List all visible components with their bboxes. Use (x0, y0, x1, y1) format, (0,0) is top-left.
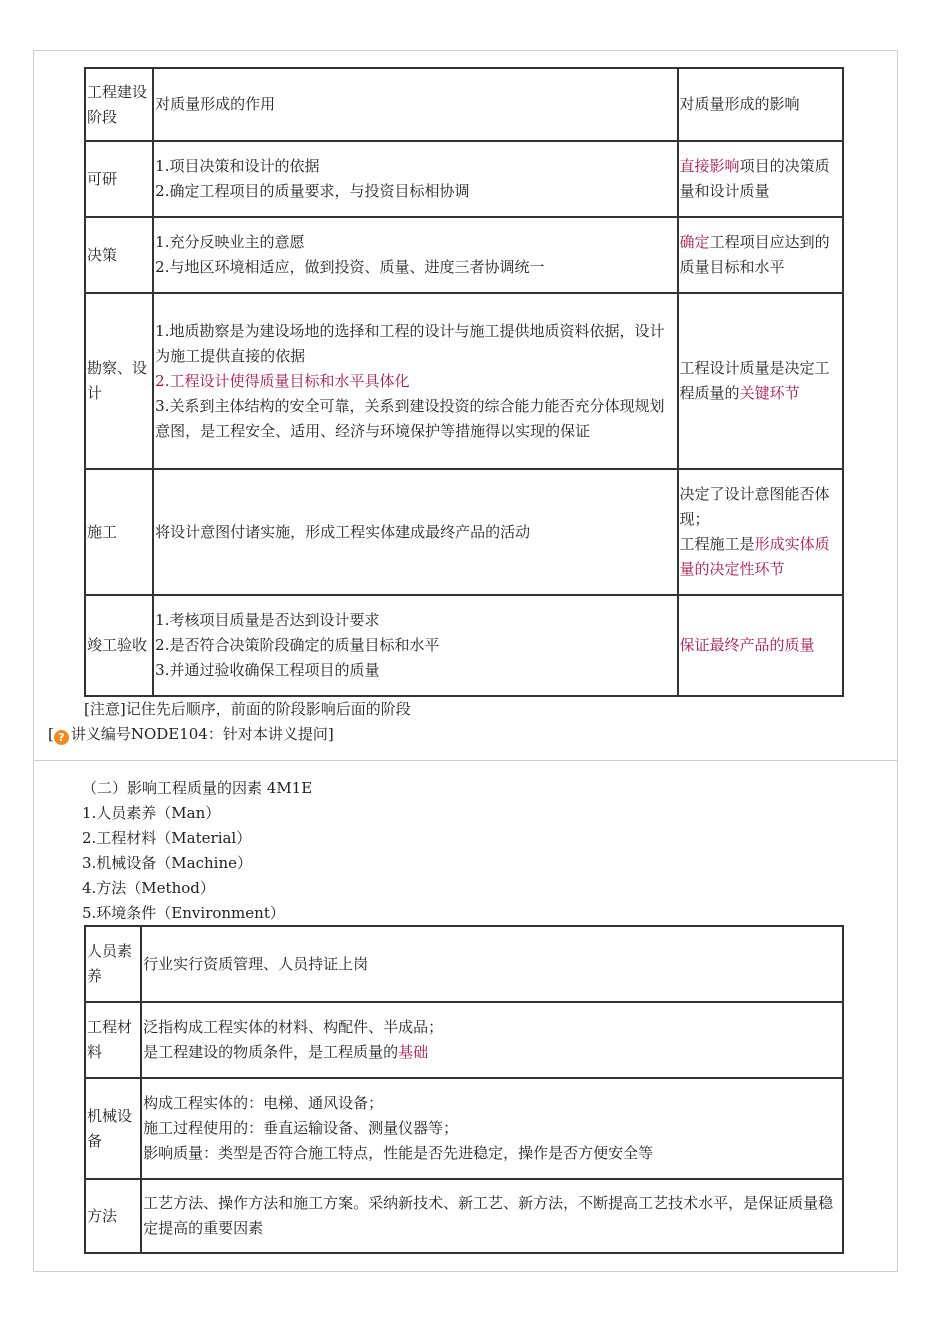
factor-desc-cell: 工艺方法、操作方法和施工方案。采纳新技术、新工艺、新方法，不断提高工艺技术水平，是保证质量稳定提高的重要因素 (141, 1179, 843, 1253)
list-item: 2.工程材料（Material） (82, 829, 252, 847)
impact-cell (678, 217, 843, 293)
role-line: 2.与地区环境相适应，做到投资、质量、进度三者协调统一 (155, 258, 545, 276)
impact-emphasis: 关键环节 (739, 384, 800, 402)
stage-quality-table (84, 67, 844, 697)
impact-text: 工程项目应达到的质量目标和水平 (679, 233, 830, 276)
impact-emphasis: 直接影响 (679, 157, 740, 175)
table-row (85, 293, 843, 469)
role-cell (153, 141, 677, 217)
factor-table (84, 925, 844, 1254)
impact-emphasis: 确定 (679, 233, 710, 251)
link-prefix: [ (48, 725, 54, 743)
impact-cell (678, 469, 843, 595)
role-line: 3.并通过验收确保工程项目的质量 (155, 661, 380, 679)
stage-cell: 施工 (85, 469, 153, 595)
impact-cell (678, 595, 843, 696)
desc-line: 施工过程使用的：垂直运输设备、测量仪器等； (143, 1119, 459, 1137)
role-line: 1.项目决策和设计的依据 (155, 157, 320, 175)
header-impact: 对质量形成的影响 (678, 68, 843, 141)
lecture-question-link[interactable] (48, 722, 334, 747)
impact-cell (678, 141, 843, 217)
list-item: 1.人员素养（Man） (82, 804, 221, 822)
factor-cell: 工程材料 (85, 1002, 141, 1078)
list-item: 5.环境条件（Environment） (82, 904, 285, 922)
role-line: 1.地质勘察是为建设场地的选择和工程的设计与施工提供地质资料依据，设计为施工提供直接的依据 (155, 321, 665, 365)
role-line: 1.充分反映业主的意愿 (155, 233, 305, 251)
desc-emphasis: 基础 (398, 1043, 429, 1061)
table-header-row (85, 68, 843, 141)
table-row (85, 217, 843, 293)
note-text: [注意]记住先后顺序，前面的阶段影响后面的阶段 (84, 700, 411, 718)
role-line-emphasis: 2.工程设计使得质量目标和水平具体化 (155, 371, 410, 390)
role-line: 3.关系到主体结构的安全可靠，关系到建设投资的综合能力能否充分体现规划意图，是工程安全、适用、经济与环境保护等措施得以实现的保证 (155, 396, 665, 440)
lecture-panel-1 (33, 50, 898, 761)
section-heading: （二）影响工程质量的因素 4M1E (82, 779, 313, 797)
impact-emphasis: 保证最终产品的质量 (679, 636, 815, 654)
desc-line: 构成工程实体的：电梯、通风设备； (143, 1094, 384, 1112)
factor-cell: 机械设备 (85, 1078, 141, 1179)
impact-text: 项目的决策质量和设计质量 (679, 157, 830, 200)
header-stage: 工程建设阶段 (85, 68, 153, 141)
role-cell: 将设计意图付诸实施，形成工程实体建成最终产品的活动 (153, 469, 677, 595)
role-line: 2.是否符合决策阶段确定的质量目标和水平 (155, 636, 440, 654)
stage-cell: 可研 (85, 141, 153, 217)
table-row (85, 1179, 843, 1253)
table-row (85, 141, 843, 217)
table-row (85, 1002, 843, 1078)
impact-cell (678, 293, 843, 469)
lecture-panel-2 (33, 760, 898, 1272)
stage-cell: 竣工验收 (85, 595, 153, 696)
stage-cell: 勘察、设计 (85, 293, 153, 469)
link-text[interactable]: 讲义编号NODE104：针对本讲义提问] (70, 725, 334, 743)
list-item: 3.机械设备（Machine） (82, 854, 253, 872)
factor-cell: 方法 (85, 1179, 141, 1253)
role-cell (153, 293, 677, 469)
table-row (85, 926, 843, 1002)
stage-cell: 决策 (85, 217, 153, 293)
list-item: 4.方法（Method） (82, 879, 215, 897)
header-role: 对质量形成的作用 (153, 68, 677, 141)
impact-text: 工程施工是 (679, 535, 755, 553)
role-line: 1.考核项目质量是否达到设计要求 (155, 611, 380, 629)
desc-line: 泛指构成工程实体的材料、构配件、半成品； (143, 1018, 444, 1036)
factor-cell: 人员素养 (85, 926, 141, 1002)
role-line: 2.确定工程项目的质量要求，与投资目标相协调 (155, 182, 470, 200)
role-cell (153, 595, 677, 696)
impact-text: 工程设计质量是决定工程质量的 (679, 359, 830, 402)
desc-line: 影响质量：类型是否符合施工特点，性能是否先进稳定，操作是否方便安全等 (143, 1144, 654, 1162)
desc-line: 是工程建设的物质条件，是工程质量的 (143, 1043, 399, 1061)
table-row (85, 1078, 843, 1179)
impact-text: 决定了设计意图能否体现； (679, 485, 830, 528)
table-row (85, 595, 843, 696)
table-row (85, 469, 843, 595)
factor-desc-cell (141, 1078, 843, 1179)
factor-desc-cell: 行业实行资质管理、人员持证上岗 (141, 926, 843, 1002)
impact-emphasis: 形成实体质量的决定性环节 (679, 535, 830, 578)
question-icon[interactable]: ? (54, 730, 69, 745)
factor-desc-cell (141, 1002, 843, 1078)
role-cell (153, 217, 677, 293)
